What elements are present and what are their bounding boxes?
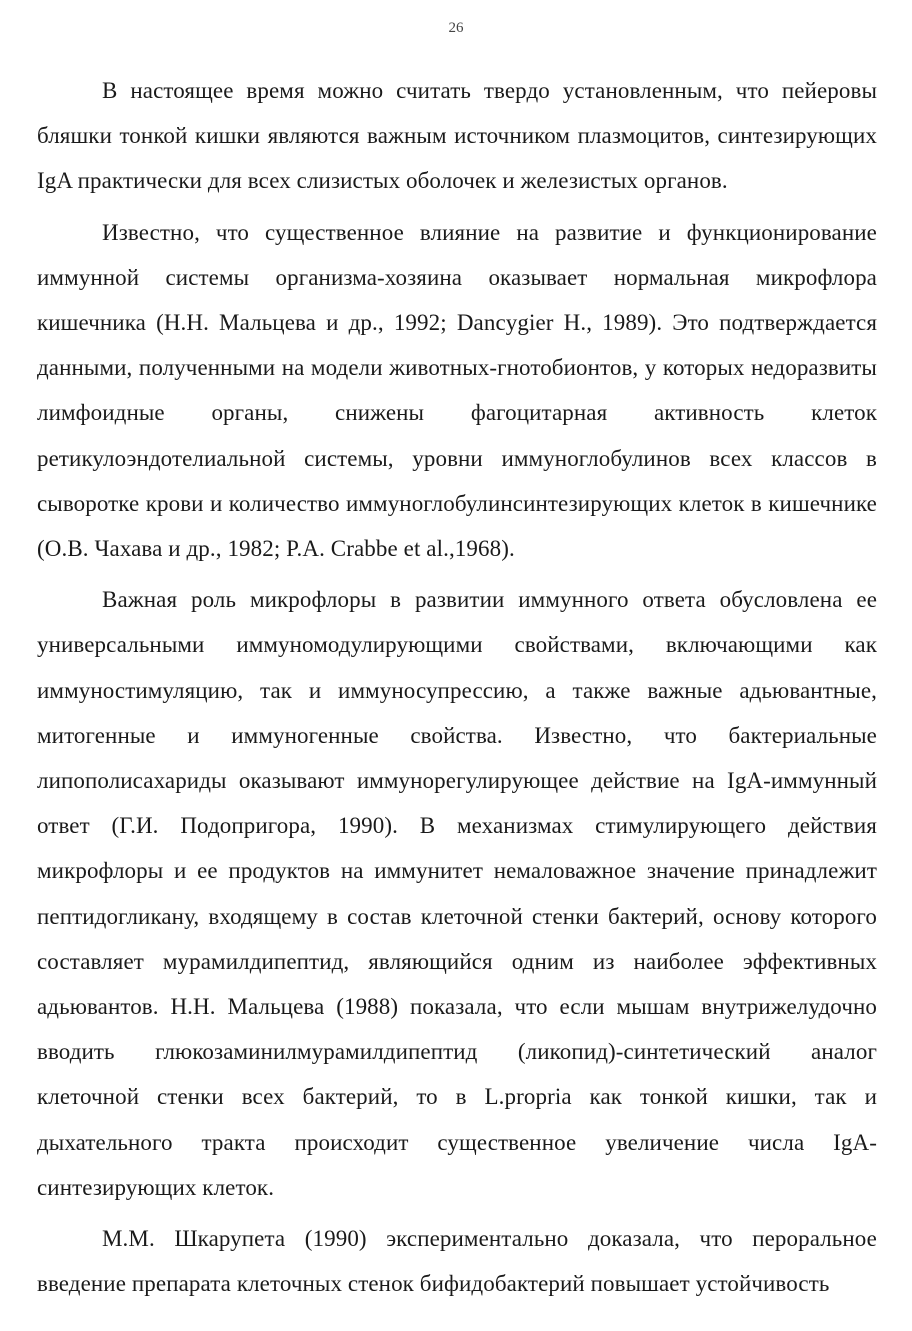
- page-number: 26: [448, 20, 464, 36]
- paragraph-microflora-influence: Известно, что существенное влияние на развитие и функционирование иммунной системы организма-хозяина оказывает нормальная микрофлора кишечника (Н.Н. Мальцева и др., 1992; Dancygier H., 1989). Это подтверждается данными, полученными на модели животных-гнотобионтов, у которых недоразвиты лимфоидные органы, снижены фагоцитарная активность клеток ретикулоэндотелиальной системы, уровни иммуноглобулинов всех классов в сыворотке крови и количество иммуноглобулинсинтезирующих клеток в кишечнике (О.В. Чахава и др., 1982; P.A. Crabbe et al.,1968).: [37, 219, 877, 562]
- document-body: [37, 68, 877, 1312]
- paragraph-microflora-role: Важная роль микрофлоры в развитии иммунного ответа обусловлена ее универсальными иммуномодулирующими свойствами, включающими как иммуностимуляцию, так и иммуносупрессию, а также важные адьювантные, митогенные и иммуногенные свойства. Известно, что бактериальные липополисахариды оказывают иммунорегулирующее действие на IgA-иммунный ответ (Г.И. Подопригора, 1990). В механизмах стимулирующего действия микрофлоры и ее продуктов на иммунитет немаловажное значение принадлежит пептидогликану, входящему в состав клеточной стенки бактерий, основу которого составляет мурамилдипептид, являющийся одним из наиболее эффективных адьювантов. Н.Н. Мальцева (1988) показала, что если мышам внутрижелудочно вводить глюкозаминилмурамилдипептид (ликопид)-синтетический аналог клеточной стенки всех бактерий, то в L.propria как тонкой кишки, так и дыхательного тракта происходит существенное увеличение числа IgA-синтезирующих клеток.: [37, 587, 877, 1200]
- paragraph-bifidobacteria: М.М. Шкарупета (1990) экспериментально доказала, что пероральное введение препарата клеточных стенок бифидобактерий повышает устойчивость: [37, 1226, 877, 1297]
- paragraph-peyer-patches: В настоящее время можно считать твердо установленным, что пейеровы бляшки тонкой кишки являются важным источником плазмоцитов, синтезирующих IgA практически для всех слизистых оболочек и железистых органов.: [37, 78, 877, 194]
